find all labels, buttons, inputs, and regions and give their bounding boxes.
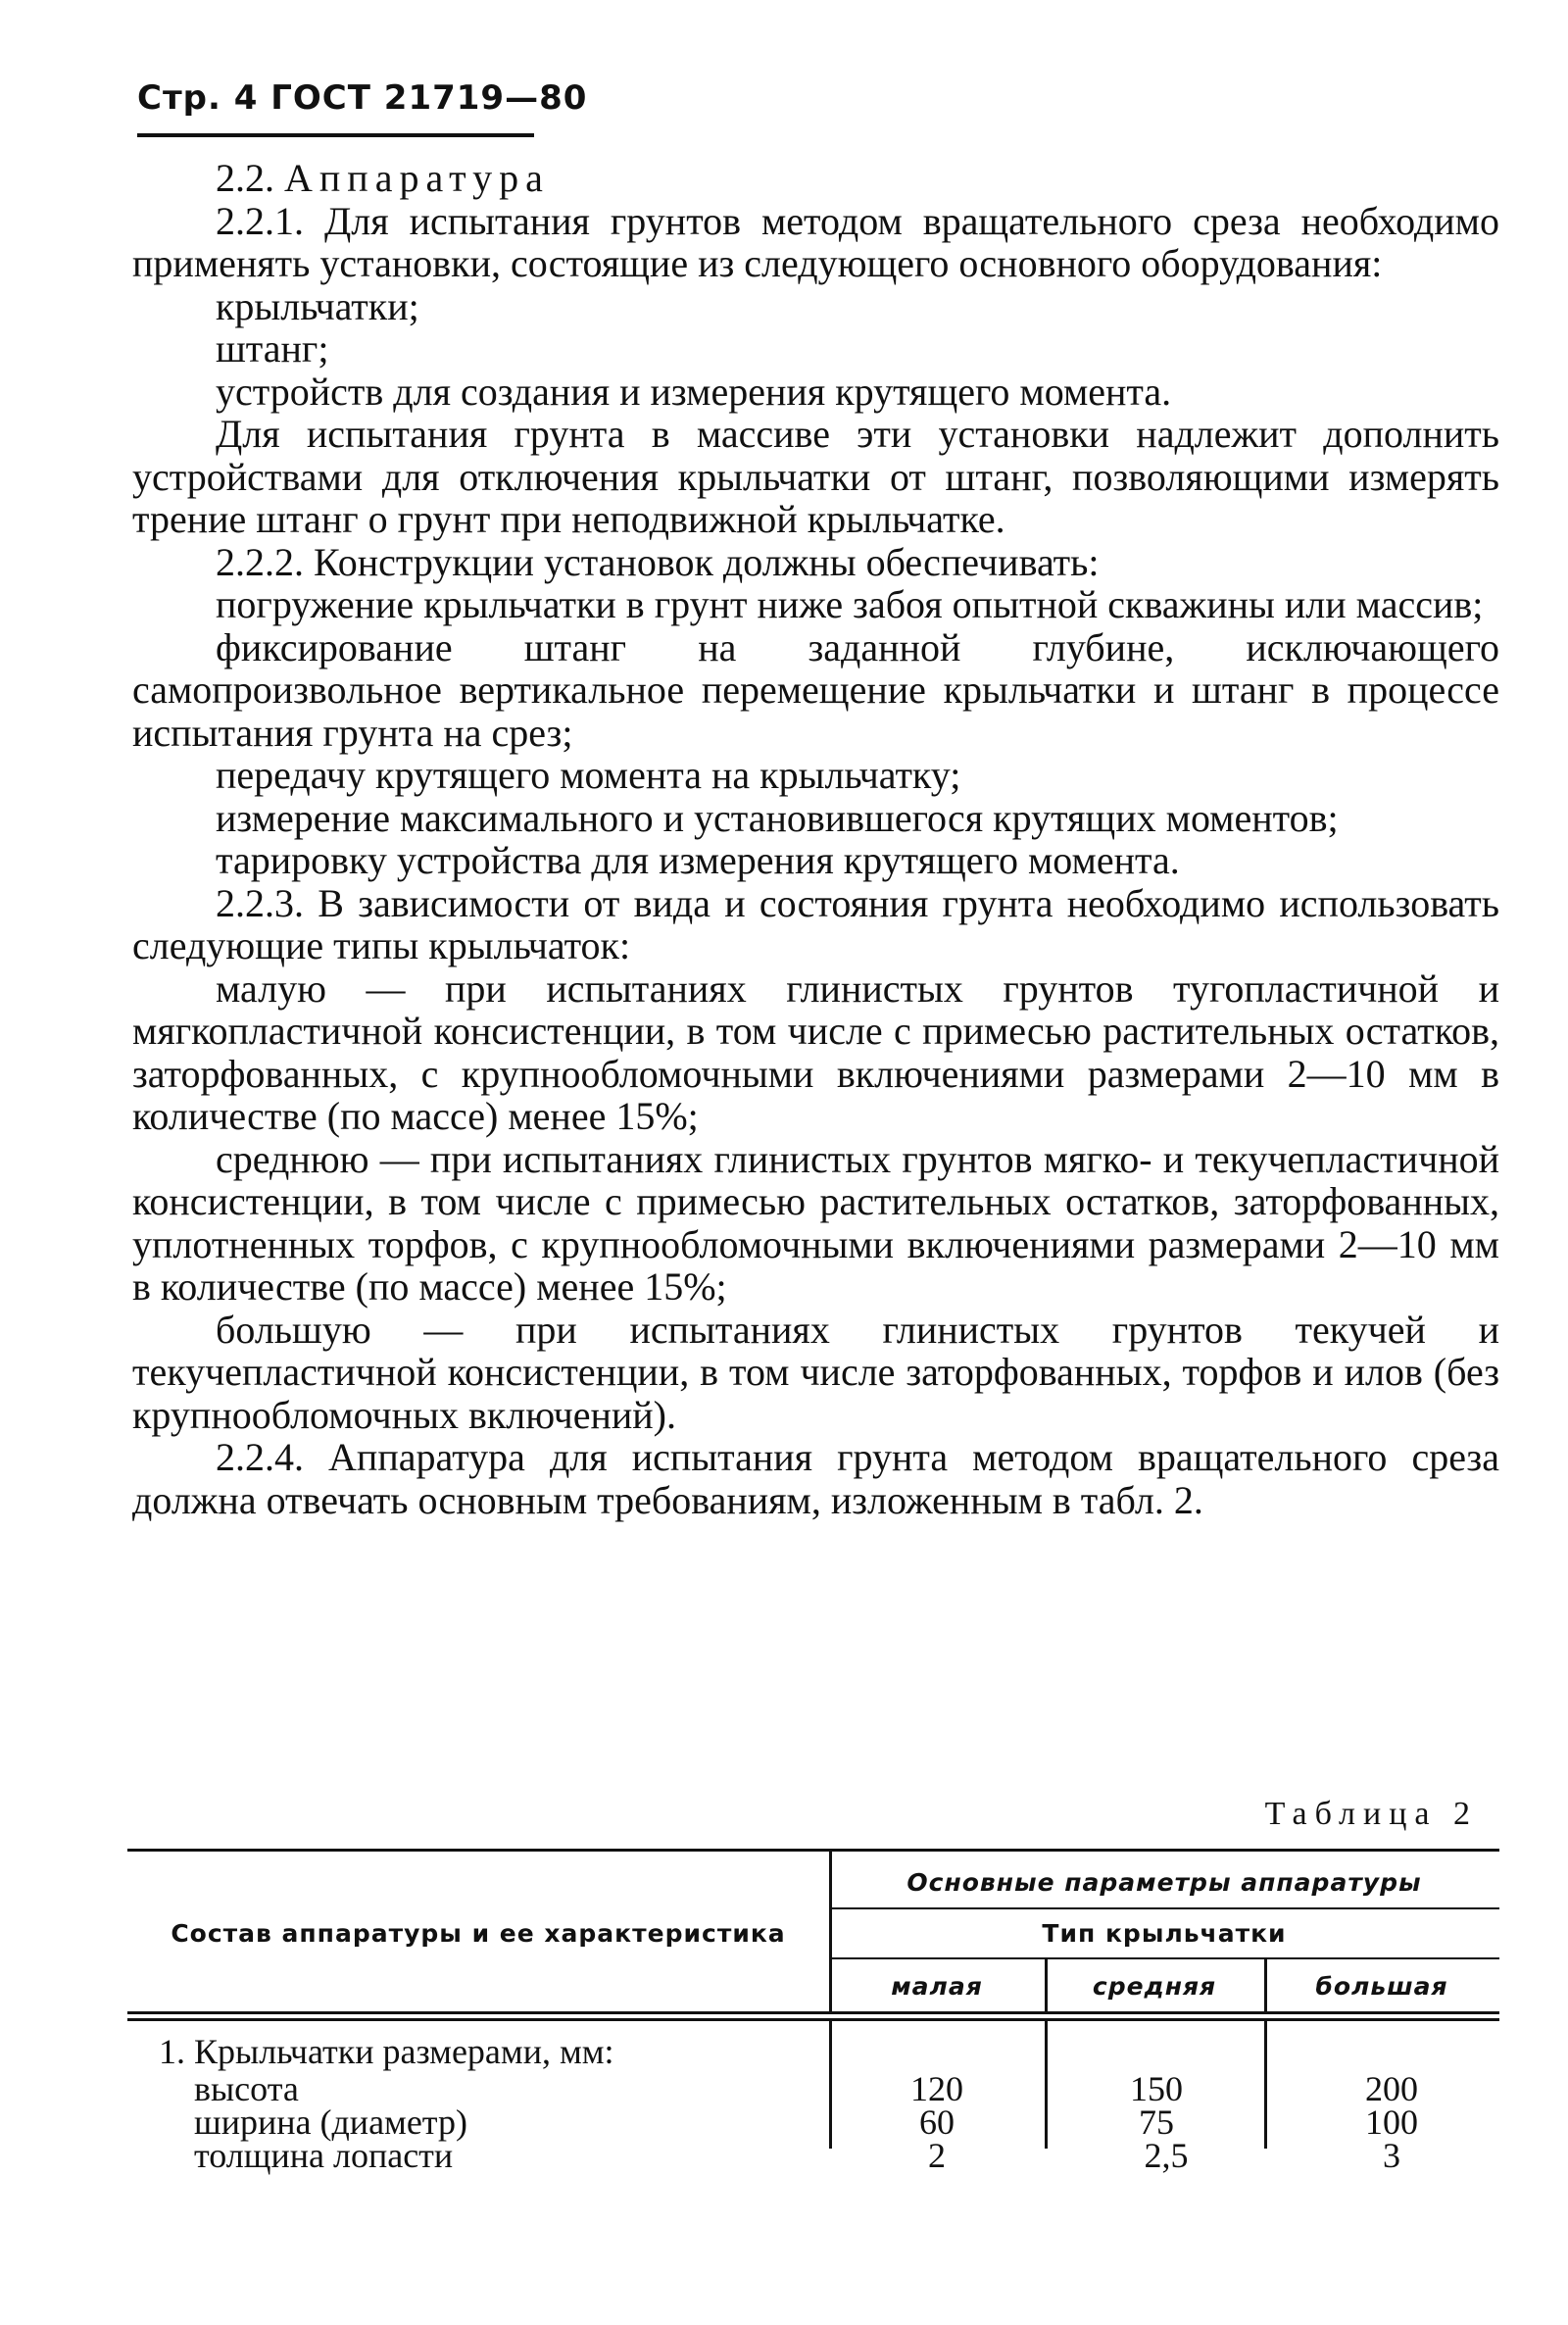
list-item: среднюю — при испытаниях глинистых грунтов мягко- и текучепластичной консистенции, в том числе с примесью растительных остатков, заторфованных, уплотненных торфов, с крупнообломочными включениями размерами 2—10 мм в количестве (по массе) менее 15%; [132,1136,1499,1309]
table-divider [1264,2021,1267,2149]
cell-thickness-small: 2 [928,2136,946,2175]
row-label-blade-thickness: толщина лопасти [194,2136,454,2175]
cell-width-medium: 75 [1139,2102,1174,2142]
header-rule [137,133,534,137]
paragraph-2-2-4: 2.2.4. Аппаратура для испытания грунта методом вращательного среза должна отвечать основным требованиям, изложенным в табл. 2. [132,1435,1499,1522]
list-item: тарировку устройства для измерения крутящего момента. [216,838,1180,882]
list-item: штанг; [216,326,329,371]
cell-height-large: 200 [1365,2069,1418,2108]
paragraph-2-2-1: 2.2.1. Для испытания грунтов методом вращательного среза необходимо применять установки, состоящие из следующего основного оборудования: [132,198,1499,285]
row-label-width: ширина (диаметр) [194,2102,467,2142]
table-header-double-rule [127,2018,1499,2021]
table-header-rule [829,1957,1499,1959]
body-text [132,157,1499,1521]
list-item: фиксирование штанг на заданной глубине, исключающего самопроизвольное вертикальное перемещение крыльчатки и штанг в процессе испытания грунта на срез; [132,624,1499,755]
paragraph-2-2-3: 2.2.3. В зависимости от вида и состояния грунта необходимо использовать следующие типы крыльчаток: [132,880,1499,967]
list-item: устройств для создания и измерения крутящего момента. [216,369,1172,414]
cell-height-small: 120 [910,2069,963,2108]
paragraph-2-2-1-note: Для испытания грунта в массиве эти установки надлежит дополнить устройствами для отключения крыльчатки от штанг, позволяющими измерять трение штанг о грунт при неподвижной крыльчатке. [132,412,1499,541]
subgroup-header: Тип крыльчатки [1042,1919,1287,1948]
page-reference: Стр. 4 ГОСТ 21719—80 [137,78,588,118]
cell-width-large: 100 [1365,2102,1418,2142]
column-header-small: малая [891,1972,983,2001]
list-item: крыльчатки; [216,283,419,328]
table-divider [1045,2021,1048,2149]
section-title: Аппаратура [284,156,550,200]
list-item: малую — при испытаниях глинистых грунтов тугопластичной и мягкопластичной консистенции, в том числе с примесью растительных остатков, заторфованных, с крупнообломочными включениями размерами 2—10 мм в количестве (по массе) менее 15%; [132,965,1499,1138]
list-item: передачу крутящего момента на крыльчатку; [216,753,961,797]
section-number: 2.2. [216,156,274,200]
list-item: измерение максимального и установившегося крутящих моментов; [216,795,1339,840]
cell-height-medium: 150 [1130,2069,1183,2108]
cell-thickness-medium: 2,5 [1144,2136,1189,2175]
cell-width-small: 60 [919,2102,955,2142]
column-header-main: Состав аппаратуры и ее характеристика [171,1919,786,1948]
cell-thickness-large: 3 [1383,2136,1400,2175]
list-item: погружение крыльчатки в грунт ниже забоя опытной скважины или массив; [216,582,1484,626]
table-caption: Таблица 2 [1264,1796,1478,1832]
table-divider [829,2021,832,2149]
section-heading [132,157,1499,200]
row-label-height: высота [194,2069,299,2108]
paragraph-2-2-2: 2.2.2. Конструкции установок должны обеспечивать: [216,539,1100,584]
column-header-large: большая [1315,1972,1448,2001]
column-header-medium: средняя [1092,1972,1217,2001]
table-header-double-rule [127,2011,1499,2014]
table-header-rule [829,1907,1499,1909]
group-header: Основные параметры аппаратуры [906,1868,1422,1897]
page-header [137,78,587,118]
table-section-label: 1. Крыльчатки размерами, мм: [159,2032,614,2071]
table-top-rule [127,1849,1499,1852]
list-item: большую — при испытаниях глинистых грунтов текучей и текучепластичной консистенции, в том числе заторфованных, торфов и илов (без крупнообломочных включений). [132,1307,1499,1437]
